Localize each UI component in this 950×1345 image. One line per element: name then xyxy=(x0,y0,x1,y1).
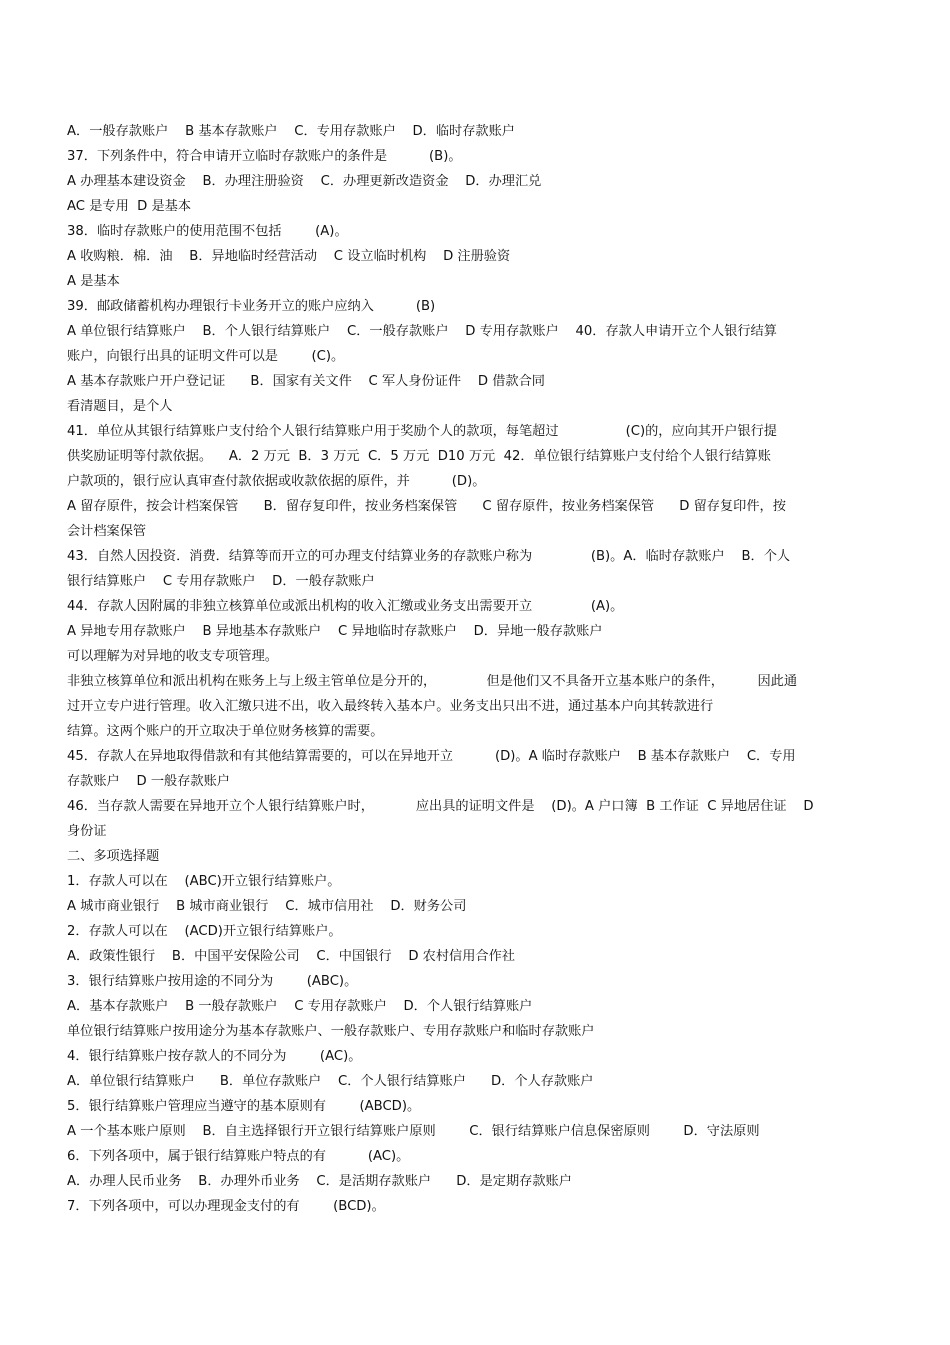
text-line: 非独立核算单位和派出机构在账务上与上级主管单位是分开的， 但是他们又不具备开立基本账户的条件， 因此通 xyxy=(67,674,798,689)
text-line: 43．自然人因投资．消费．结算等而开立的可办理支付结算业务的存款账户称为 (B)。A．临时存款账户 B．个人 xyxy=(67,549,791,564)
text-line: A．一般存款账户 B 基本存款账户 C．专用存款账户 D．临时存款账户 xyxy=(67,124,515,139)
text-line: 存款账户 D 一般存款账户 xyxy=(67,774,230,789)
text-line: A 基本存款账户开户登记证 B．国家有关文件 C 军人身份证件 D 借款合同 xyxy=(67,374,545,389)
text-line: 5．银行结算账户管理应当遵守的基本原则有 (ABCD)。 xyxy=(67,1099,421,1114)
document-body xyxy=(67,119,897,1219)
text-line: 39．邮政储蓄机构办理银行卡业务开立的账户应纳入 (B) xyxy=(67,299,436,314)
text-line: 38．临时存款账户的使用范围不包括 (A)。 xyxy=(67,224,348,239)
text-line: 结算。这两个账户的开立取决于单位财务核算的需要。 xyxy=(67,724,384,739)
text-line: 37．下列条件中，符合申请开立临时存款账户的条件是 (B)。 xyxy=(67,149,462,164)
text-line: A．单位银行结算账户 B．单位存款账户 C．个人银行结算账户 D．个人存款账户 xyxy=(67,1074,594,1089)
text-line: 1．存款人可以在 (ABC)开立银行结算账户。 xyxy=(67,874,341,889)
text-line: 会计档案保管 xyxy=(67,524,147,539)
text-line: A 是基本 xyxy=(67,274,120,289)
text-line: 身份证 xyxy=(67,824,107,839)
text-line: A 一个基本账户原则 B．自主选择银行开立银行结算账户原则 C．银行结算账户信息保密原则 D．守法原则 xyxy=(67,1124,760,1139)
text-line: A 异地专用存款账户 B 异地基本存款账户 C 异地临时存款账户 D．异地一般存款账户 xyxy=(67,624,603,639)
text-line: A．政策性银行 B．中国平安保险公司 C．中国银行 D 农村信用合作社 xyxy=(67,949,515,964)
text-line: 44．存款人因附属的非独立核算单位或派出机构的收入汇缴或业务支出需要开立 (A)。 xyxy=(67,599,624,614)
text-line: 3．银行结算账户按用途的不同分为 (ABC)。 xyxy=(67,974,358,989)
text-line: 银行结算账户 C 专用存款账户 D．一般存款账户 xyxy=(67,574,375,589)
text-line: 户款项的，银行应认真审查付款依据或收款依据的原件，并 (D)。 xyxy=(67,474,486,489)
text-line: 二、多项选择题 xyxy=(67,849,160,864)
text-line: 账户，向银行出具的证明文件可以是 (C)。 xyxy=(67,349,345,364)
text-line: A 办理基本建设资金 B．办理注册验资 C．办理更新改造资金 D．办理汇兑 xyxy=(67,174,542,189)
text-line: A 留存原件，按会计档案保管 B．留存复印件，按业务档案保管 C 留存原件，按业务档案保管 D 留存复印件，按 xyxy=(67,499,786,514)
text-line: 6．下列各项中，属于银行结算账户特点的有 (AC)。 xyxy=(67,1149,410,1164)
text-line: A 城市商业银行 B 城市商业银行 C．城市信用社 D．财务公司 xyxy=(67,899,467,914)
text-line: 7．下列各项中，可以办理现金支付的有 (BCD)。 xyxy=(67,1199,385,1214)
text-line: A．办理人民币业务 B．办理外币业务 C．是活期存款账户 D．是定期存款账户 xyxy=(67,1174,572,1189)
text-line: AC 是专用 D 是基本 xyxy=(67,199,192,214)
text-line: 看清题目，是个人 xyxy=(67,399,173,414)
text-line: A 收购粮．棉．油 B．异地临时经营活动 C 设立临时机构 D 注册验资 xyxy=(67,249,511,264)
text-line: 46．当存款人需要在异地开立个人银行结算账户时， 应出具的证明文件是 (D)。A 户口簿 B 工作证 C 异地居住证 D xyxy=(67,799,814,814)
text-line: A．基本存款账户 B 一般存款账户 C 专用存款账户 D．个人银行结算账户 xyxy=(67,999,533,1014)
text-line: 供奖励证明等付款依据。 A．2 万元 B．3 万元 C．5 万元 D10 万元 42．单位银行结算账户支付给个人银行结算账 xyxy=(67,449,771,464)
text-line: 4．银行结算账户按存款人的不同分为 (AC)。 xyxy=(67,1049,362,1064)
text-line: 41．单位从其银行结算账户支付给个人银行结算账户用于奖励个人的款项，每笔超过 (C)的，应向其开户银行提 xyxy=(67,424,777,439)
text-line: 过开立专户进行管理。收入汇缴只进不出，收入最终转入基本户。业务支出只出不进，通过基本户向其转款进行 xyxy=(67,699,714,714)
text-line: 45．存款人在异地取得借款和有其他结算需要的，可以在异地开立 (D)。A 临时存款账户 B 基本存款账户 C．专用 xyxy=(67,749,796,764)
text-line: 2．存款人可以在 (ACD)开立银行结算账户。 xyxy=(67,924,342,939)
text-line: 单位银行结算账户按用途分为基本存款账户、一般存款账户、专用存款账户和临时存款账户 xyxy=(67,1024,595,1039)
text-line: 可以理解为对异地的收支专项管理。 xyxy=(67,649,278,664)
text-line: A 单位银行结算账户 B．个人银行结算账户 C．一般存款账户 D 专用存款账户 40．存款人申请开立个人银行结算 xyxy=(67,324,777,339)
